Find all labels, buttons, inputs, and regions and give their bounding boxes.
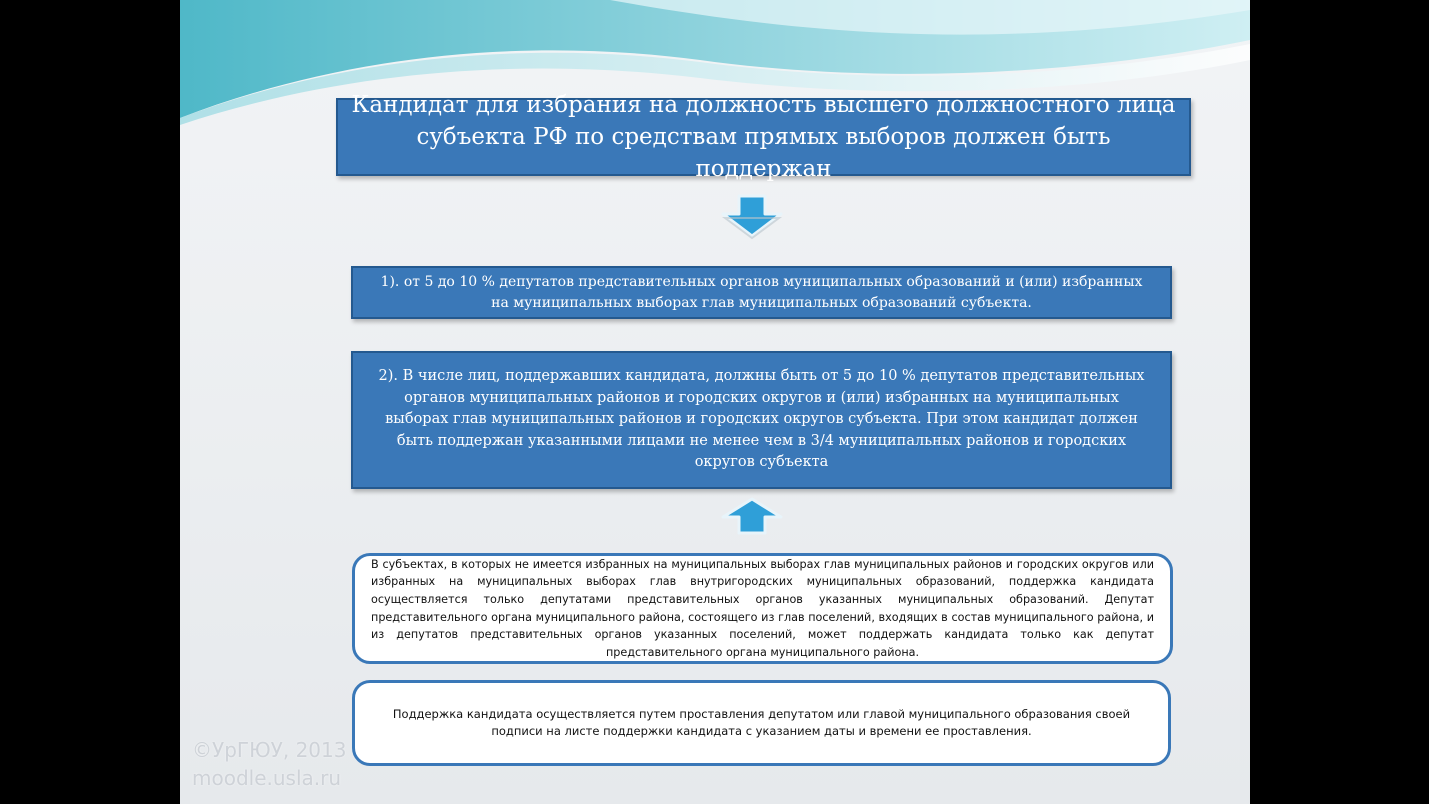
- slide-title: Кандидат для избрания на должность высшего должностного лица субъекта РФ по средствам прямых выборов должен быть поддержан: [351, 92, 1176, 182]
- note-2-text: Поддержка кандидата осуществляется путем проставления депутатом или главой муниципального образования своей подписи на листе поддержки кандидата с указанием даты и времени ее проставления.: [392, 706, 1131, 738]
- title-box: [336, 92, 1191, 182]
- slide: [180, 0, 1250, 804]
- condition-1-box: [351, 266, 1172, 319]
- arrow-up-icon: [717, 495, 787, 537]
- note-1-text: В субъектах, в которых не имеется избранных на муниципальных выборах глав муниципальных районов и городских округов или избранных на муниципальных выборах глав внутригородских муниципальных образований, поддержка кандидата осуществляется только депутатами представительных органов указанных муниципальных образований. Депутат представительного органа муниципального района, состоящего из глав поселений, входящих в состав муниципального района, и из депутатов представительных органов указанных поселений, может поддержать кандидата только как депутат представительного органа муниципального района.: [371, 557, 1154, 659]
- arrow-down-icon: [717, 192, 787, 240]
- watermark-line-2: moodle.usla.ru: [192, 766, 342, 790]
- watermark-line-1: ©УрГЮУ, 2013: [192, 738, 347, 762]
- condition-1-text: 1). от 5 до 10 % депутатов представительных органов муниципальных образований и (или) избранных на муниципальных выборах глав муниципальных образований субъекта.: [380, 273, 1143, 311]
- note-1-box: [352, 553, 1173, 664]
- watermark: [192, 736, 346, 792]
- condition-2-box: [351, 351, 1172, 489]
- note-2-box: [352, 680, 1171, 766]
- condition-2-text: 2). В числе лиц, поддержавших кандидата, должны быть от 5 до 10 % депутатов представительных органов муниципальных районов и городских округов и (или) избранных на муниципальных выборах глав муниципальных районов и городских округов субъекта. При этом кандидат должен быть поддержан указанными лицами не менее чем в 3/4 муниципальных районов и городских округов субъекта: [378, 368, 1145, 471]
